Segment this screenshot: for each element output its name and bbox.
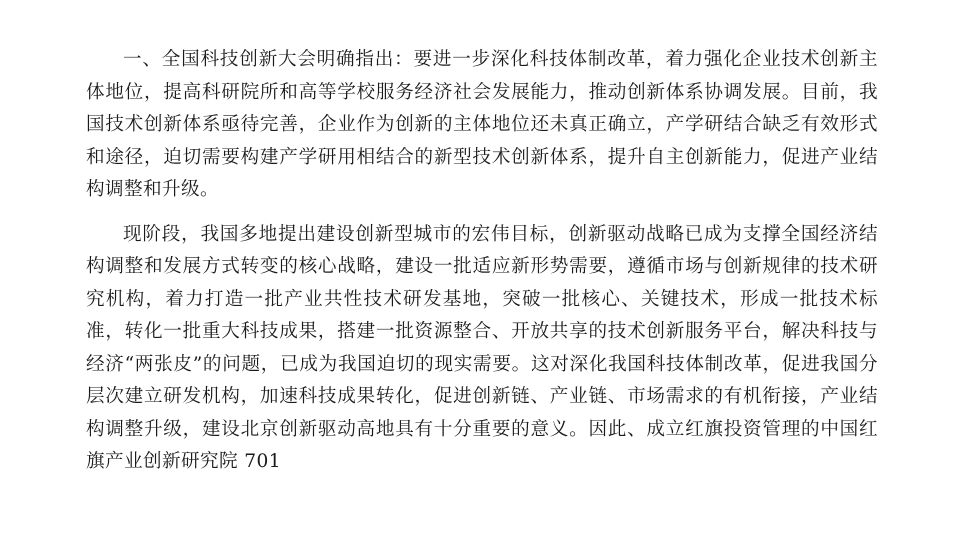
paragraph-current-stage: 现阶段，我国多地提出建设创新型城市的宏伟目标，创新驱动战略已成为支撑全国经济结构调整和发展方式转变的核心战略，建设一批适应新形势需要，遵循市场与创新规律的技术研究机构，着力打造一批产业共性技术研发基地，突破一批核心、关键技术，形成一批技术标准，转化一批重大科技成果，搭建一批资源整合、开放共享的技术创新服务平台，解决科技与经济“两张皮”的问题，已成为我国迫切的现实需要。这对深化我国科技体制改革，促进我国分层次建立研发机构，加速科技成果转化，促进创新链、产业链、市场需求的有机衔接，产业结构调整升级，建设北京创新驱动高地具有十分重要的意义。因此、成立红旗投资管理的中国红旗产业创新研究院 701: [86, 223, 878, 472]
document-body: [86, 44, 878, 479]
paragraph-national-conference: 一、全国科技创新大会明确指出：要进一步深化科技体制改革，着力强化企业技术创新主体地位，提高科研院所和高等学校服务经济社会发展能力，推动创新体系协调发展。目前，我国技术创新体系亟待完善，企业作为创新的主体地位还未真正确立，产学研结合缺乏有效形式和途径，迫切需要构建产学研用相结合的新型技术创新体系，提升自主创新能力，促进产业结构调整和升级。: [86, 49, 878, 200]
